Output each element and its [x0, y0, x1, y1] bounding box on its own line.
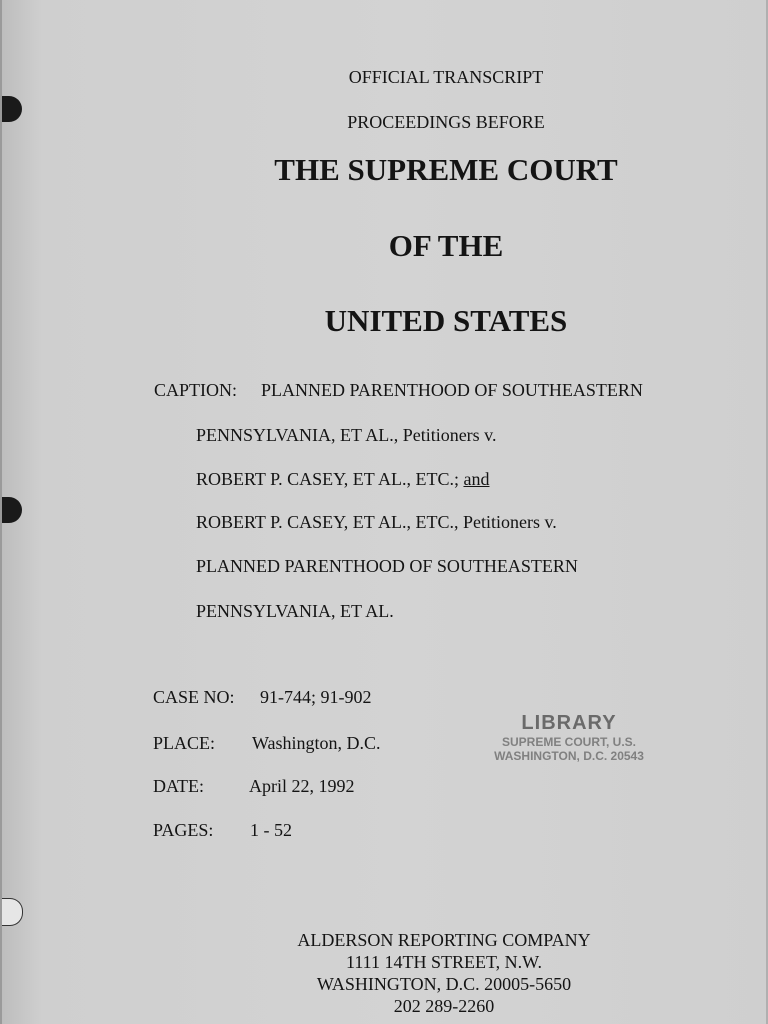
case-no-value: 91-744; 91-902: [260, 687, 372, 707]
caption-line-3-text: ROBERT P. CASEY, ET AL., ETC.;: [196, 469, 459, 489]
stamp-line-3: WASHINGTON, D.C. 20543: [494, 749, 644, 763]
caption-label: CAPTION:: [154, 380, 238, 400]
footer-city: WASHINGTON, D.C. 20005-5650: [316, 974, 572, 994]
binder-hole-icon: [2, 898, 23, 926]
caption-line-3: [196, 469, 489, 490]
court-title-line-1: THE SUPREME COURT: [274, 152, 618, 187]
date-value: April 22, 1992: [249, 776, 355, 796]
stamp-line-1: LIBRARY: [521, 712, 617, 734]
caption-and: and: [463, 469, 490, 489]
library-stamp: [464, 712, 674, 763]
caption-line-6: PENNSYLVANIA, ET AL.: [196, 601, 394, 621]
pages-label: PAGES:: [153, 820, 214, 840]
footer-phone: 202 289-2260: [393, 996, 495, 1016]
binder-hole-icon: [2, 497, 22, 523]
place-value: Washington, D.C.: [252, 733, 381, 753]
caption-line-5: PLANNED PARENTHOOD OF SOUTHEASTERN: [196, 556, 578, 576]
caption-line-4: ROBERT P. CASEY, ET AL., ETC., Petitioners v.: [196, 512, 557, 532]
place-label: PLACE:: [153, 733, 216, 753]
stamp-line-2: SUPREME COURT, U.S.: [501, 735, 636, 749]
pages-value: 1 - 52: [250, 820, 292, 840]
caption-line-1: PLANNED PARENTHOOD OF SOUTHEASTERN: [261, 380, 643, 400]
footer-street: 1111 14TH STREET, N.W.: [346, 952, 542, 972]
case-no-label: CASE NO:: [153, 687, 235, 707]
proceedings-before-label: PROCEEDINGS BEFORE: [347, 112, 545, 132]
caption-line-2: PENNSYLVANIA, ET AL., Petitioners v.: [196, 425, 497, 445]
date-label: DATE:: [153, 776, 204, 796]
court-title-line-2: OF THE: [388, 228, 504, 263]
official-transcript-label: OFFICIAL TRANSCRIPT: [348, 67, 544, 87]
footer-company: ALDERSON REPORTING COMPANY: [297, 930, 591, 950]
court-title-line-3: UNITED STATES: [324, 303, 568, 338]
